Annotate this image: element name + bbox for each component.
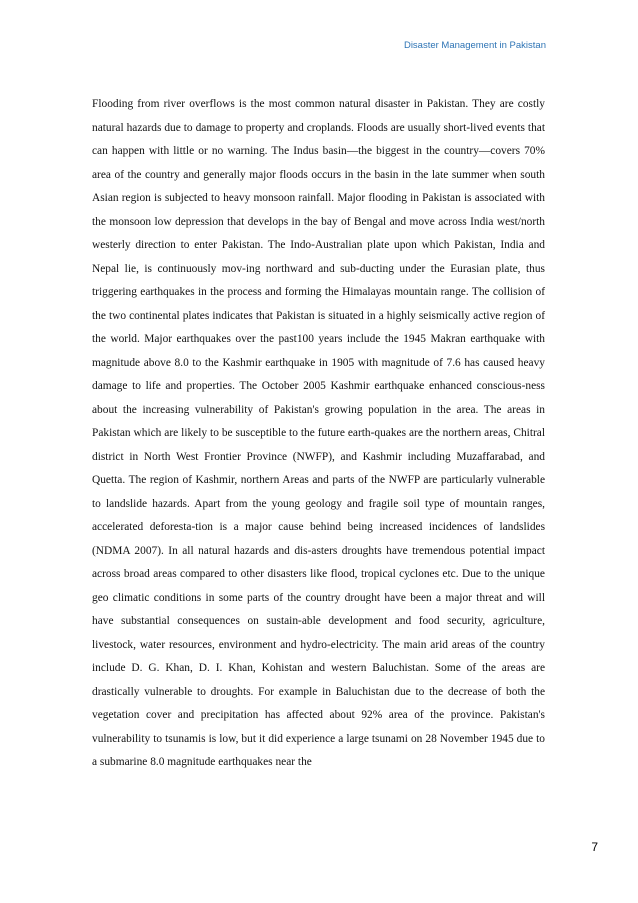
running-header-title: Disaster Management in Pakistan [403, 40, 546, 51]
body-paragraph: Flooding from river overflows is the most common natural disaster in Pakistan. They are costly natural hazards due to damage to property and croplands. Floods are usually short-lived events that can happen with little or no warning. The Indus basin—the biggest in the country—covers 70% area of the country and generally major floods occurs in the basin in the late summer when south Asian region is subjected to heavy monsoon rainfall. Major flooding in Pakistan is associated with the monsoon low depression that develops in the bay of Bengal and move across India west/north westerly direction to enter Pakistan. The Indo-Australian plate upon which Pakistan, India and Nepal lie, is continuously mov-ing northward and sub-ducting under the Eurasian plate, thus triggering earthquakes in the process and forming the Himalayas mountain range. The collision of the two continental plates indicates that Pakistan is situated in a highly seismically active region of the world. Major earthquakes over the past100 years include the 1945 Makran earthquake with magnitude above 8.0 to the Kashmir earthquake in 1905 with magnitude of 7.6 has caused heavy damage to life and properties. The October 2005 Kashmir earthquake enhanced conscious-ness about the increasing vulnerability of Pakistan's growing population in the area. The areas in Pakistan which are likely to be susceptible to the future earth-quakes are the northern areas, Chitral district in North West Frontier Province (NWFP), and Kashmir including Muzaffarabad, and Quetta. The region of Kashmir, northern Areas and parts of the NWFP are particularly vulnerable to landslide hazards. Apart from the young geology and fragile soil type of mountain ranges, accelerated deforesta-tion is a major cause behind being increased incidences of landslides (NDMA 2007). In all natural hazards and dis-asters droughts have tremendous potential impact across broad areas compared to other disasters like flood, tropical cyclones etc. Due to the unique geo climatic conditions in some parts of the country drought have been a major threat and will have substantial consequences on sustain-able development and food security, agriculture, livestock, water resources, environment and hydro-electricity. The main arid areas of the country include D. G. Khan, D. I. Khan, Kohistan and western Baluchistan. Some of the areas are drastically vulnerable to droughts. For example in Baluchistan due to the decrease of both the vegetation cover and precipitation has affected about 92% area of the province. Pakistan's vulnerability to tsunamis is low, but it did experience a large tsunami on 28 November 1945 due to a submarine 8.0 magnitude earthquakes near the [92, 98, 545, 768]
page-number: 7 [591, 840, 598, 854]
